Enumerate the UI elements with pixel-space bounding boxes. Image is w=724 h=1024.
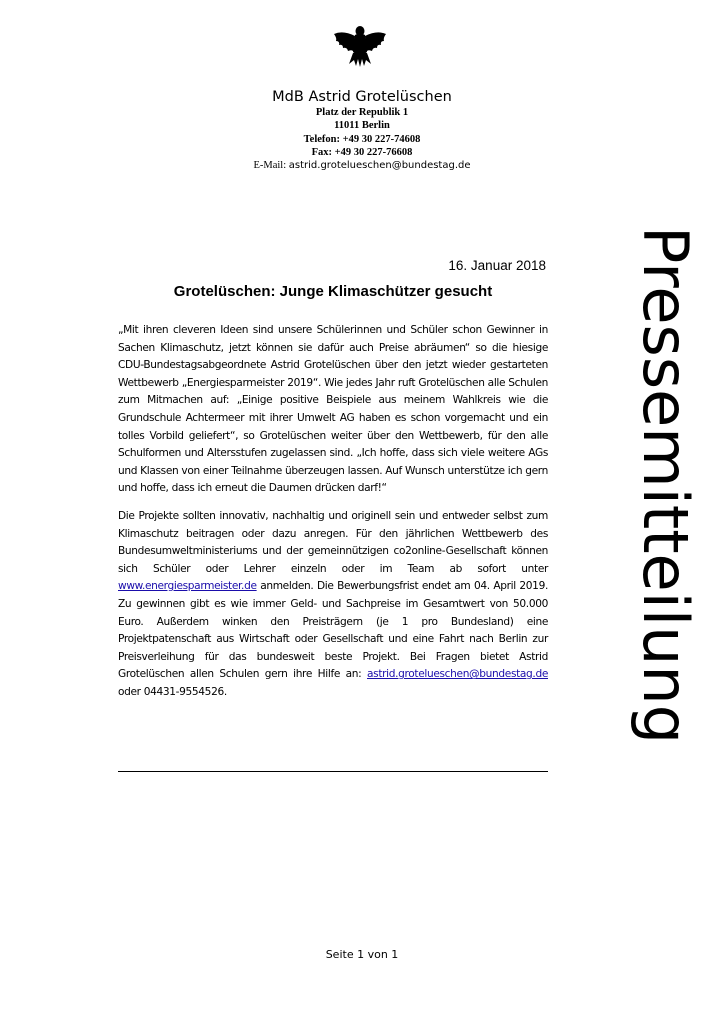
sender-email xyxy=(118,159,606,172)
divider xyxy=(118,771,548,772)
paragraph-2-text-b: anmelden. Die Bewerbungsfrist endet am 04. April 2019. Zu gewinnen gibt es wie immer Geld- und Sachpreise im Gesamtwert von 50.000 Euro. Außerdem winken den Preisträgern (je 1 pro Bundesland) eine Projektpatenschaft aus Wirtschaft oder Gesellschaft und eine Fahrt nach Berlin zur Preisverleihung für das bundesweit beste Projekt. Bei Fragen bietet Astrid Grotelüschen allen Schulen gern ihre Hilfe an: xyxy=(118,580,548,681)
sender-email-value: astrid.grotelueschen@bundestag.de xyxy=(288,160,471,172)
sender-fax: Fax: +49 30 227-76608 xyxy=(311,146,413,158)
paragraph-2-text-c: oder 04431-9554526. xyxy=(118,685,227,698)
sender-email-label: E-Mail: xyxy=(253,160,287,172)
press-title: Grotelüschen: Junge Klimaschützer gesucht xyxy=(173,283,493,300)
sender-street: Platz der Republik 1 xyxy=(315,107,409,118)
press-date: 16. Januar 2018 xyxy=(448,258,546,273)
energiesparmeister-link[interactable]: www.energiesparmeister.de xyxy=(118,580,257,593)
body-paragraph-2 xyxy=(118,508,548,702)
document-type-label: Pressemitteilung xyxy=(629,225,702,745)
body-paragraph-1: „Mit ihren cleveren Ideen sind unsere Schülerinnen und Schüler schon Gewinner in Sachen Klimaschutz, jetzt können sie dafür auch Preise abräumen“ so die hiesige CDU-Bundestagsabgeordnete Astrid Grotelüschen über den jetzt wieder gestarteten Wettbewerb „Energiesparmeister 2019“. Wie jedes Jahr ruft Grotelüschen alle Schulen zum Mitmachen auf: „Einige positive Beispiele aus meinem Wahlkreis wie die Grundschule Achtermeer mit ihrer Umwelt AG haben es schon vorgemacht und ein tolles Vorbild geliefert“, so Grotelüschen weiter über den Wettbewerb, für den alle Schulformen und Altersstufen zugelassen sind. „Ich hoffe, dass sich viele weitere AGs und Klassen von einer Teilnahme überzeugen lassen. Auf Wunsch unterstütze ich gern und hoffe, dass ich erneut die Daumen drücken darf!“ xyxy=(118,324,548,495)
sender-phone: Telefon: +49 30 227-74608 xyxy=(303,133,421,145)
sender-name: MdB Astrid Grotelüschen xyxy=(272,89,452,105)
press-body xyxy=(118,322,548,711)
federal-eagle-icon xyxy=(333,22,387,68)
sender-header xyxy=(118,88,606,172)
sender-city: 11011 Berlin xyxy=(334,120,390,132)
page-number: Seite 1 von 1 xyxy=(325,948,399,961)
paragraph-2-text-a: Die Projekte sollten innovativ, nachhaltig und originell sein und entweder selbst zum Klimaschutz beitragen oder dazu anregen. Für den jährlichen Wettbewerb des Bundesumweltministeriums und der gemeinnützigen co2online-Gesellschaft können sich Schüler oder Lehrer einzeln oder im Team ab sofort unter xyxy=(118,509,548,575)
email-link[interactable]: astrid.grotelueschen@bundestag.de xyxy=(367,668,548,681)
